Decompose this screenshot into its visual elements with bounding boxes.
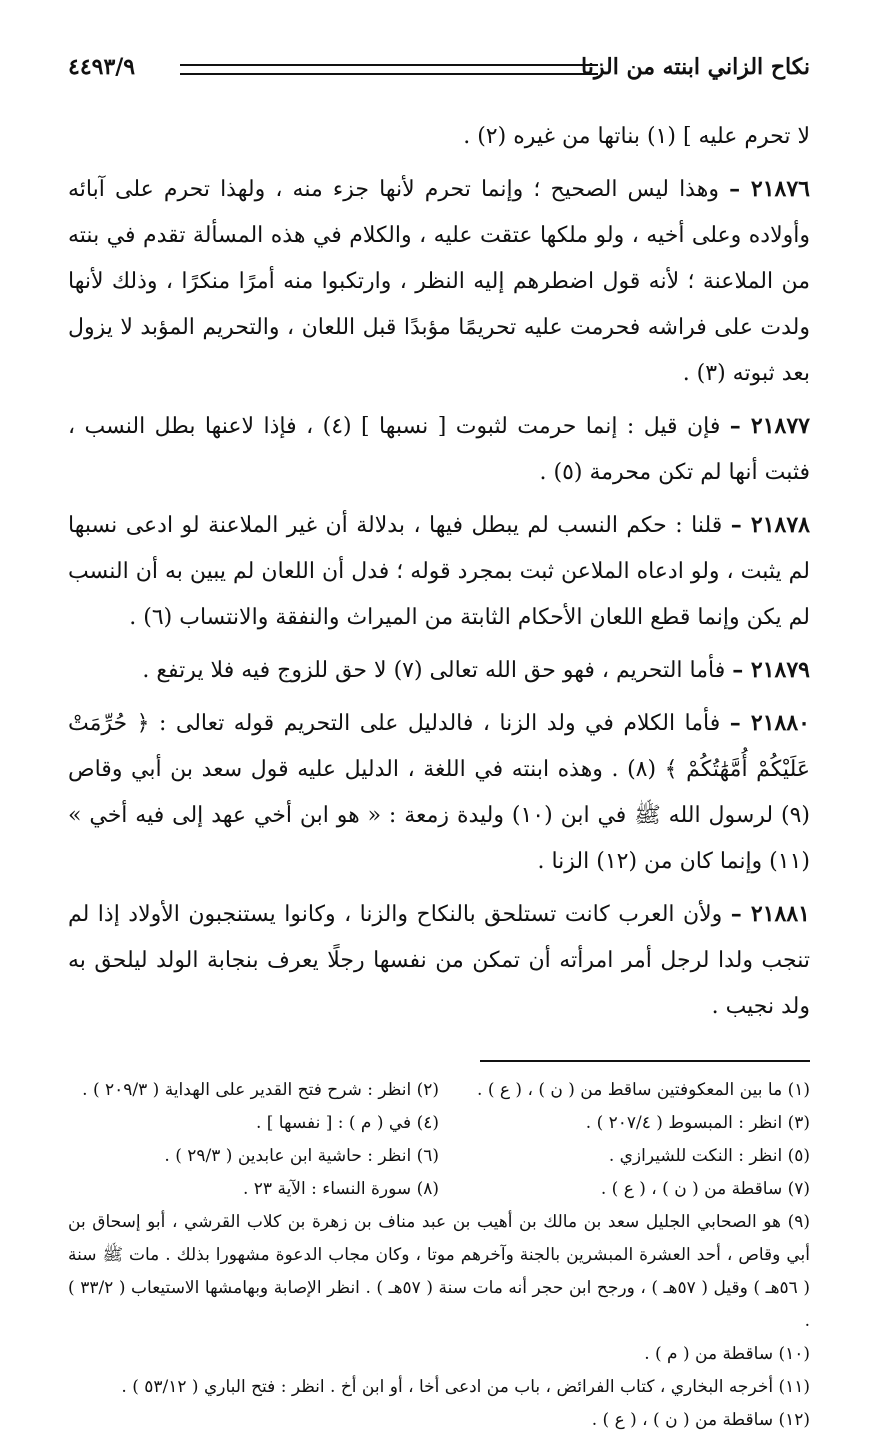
footnote-7: (٧) ساقطة من ( ن ) ، ( ع ) . xyxy=(600,1179,810,1199)
paragraph-text: لا تحرم عليه ] (١) بناتها من غيره (٢) . xyxy=(463,124,810,149)
paragraph-continuation xyxy=(68,114,810,160)
footnote-4: (٤) في ( م ) : [ نفسها ] . xyxy=(255,1113,439,1133)
paragraph-number: ٢١٨٧٦ – xyxy=(729,176,810,202)
footnote-row xyxy=(68,1140,810,1173)
page-header xyxy=(68,52,810,88)
footnote-9: (٩) هو الصحابي الجليل سعد بن مالك بن أهيب بن عبد مناف بن زهرة بن كلاب القرشي ، أبو إسحاق بن أبي وقاص ، أحد العشرة المبشرين بالجنة وآخرهم موتا ، وكان مجاب الدعوة مشهورا بذلك . مات ﷺ سنة ( ٥٦هـ ) وقيل ( ٥٧هـ ) ، ورجح ابن حجر أنه مات سنة ( ٥٧هـ ) . انظر الإصابة وبهامشها الاستيعاب ( ٣٣/٢ ) . xyxy=(68,1212,810,1331)
footnote-3: (٣) انظر : المبسوط ( ٢٠٧/٤ ) . xyxy=(585,1113,810,1133)
paragraph-21881 xyxy=(68,891,810,1030)
page-number: ٤٤٩٣/٩ xyxy=(68,54,136,80)
running-title: نكاح الزاني ابنته من الزنا xyxy=(581,54,810,80)
footnote-12: (١٢) ساقطة من ( ن ) ، ( ع ) . xyxy=(591,1410,810,1430)
book-page xyxy=(68,52,810,1437)
footnote-10: (١٠) ساقطة من ( م ) . xyxy=(644,1344,810,1364)
paragraph-number: ٢١٨٨٠ – xyxy=(729,710,810,736)
footnote-row xyxy=(68,1173,810,1206)
paragraph-text: فإن قيل : إنما حرمت لثبوت [ نسبها ] (٤) ، فإذا لاعنها بطل النسب ، فثبت أنها لم تكن محرمة (٥) . xyxy=(68,414,810,485)
main-text xyxy=(68,114,810,1030)
paragraph-21878 xyxy=(68,502,810,641)
footnote-2: (٢) انظر : شرح فتح القدير على الهداية ( ٢٠٩/٣ ) . xyxy=(82,1080,439,1100)
header-double-rule xyxy=(180,64,598,75)
footnote-1: (١) ما بين المعكوفتين ساقط من ( ن ) ، ( ع ) . xyxy=(477,1080,810,1100)
footnote-row xyxy=(68,1107,810,1140)
paragraph-text: فأما التحريم ، فهو حق الله تعالى (٧) لا حق للزوج فيه فلا يرتفع . xyxy=(142,658,726,683)
footnote-5: (٥) انظر : النكت للشيرازي . xyxy=(608,1146,810,1166)
paragraph-text: ولأن العرب كانت تستلحق بالنكاح والزنا ، وكانوا يستنجبون الأولاد إذا لم تنجب ولدا لرجل أمر امرأته أن تمكن من نفسها رجلًا يعرف بنجابة الولد ليلحق به ولد نجيب . xyxy=(68,902,810,1019)
paragraph-text: وهذا ليس الصحيح ؛ وإنما تحرم لأنها جزء منه ، ولهذا تحرم على آبائه وأولاده وعلى أخيه ، ولو ملكها عتقت عليه ، والكلام في هذه المسألة تقدم في بنته من الملاعنة ؛ لأنه قول اضطرهم إليه النظر ، وارتكبوا منه أمرًا منكرًا ، وذلك لأنها ولدت على فراشه فحرمت عليه تحريمًا مؤبدًا قبل اللعان ، والتحريم المؤبد لا يزول بعد ثبوته (٣) . xyxy=(68,177,810,386)
paragraph-21879 xyxy=(68,647,810,694)
paragraph-21876 xyxy=(68,166,810,397)
paragraph-number: ٢١٨٧٧ – xyxy=(729,413,810,439)
footnote-separator xyxy=(480,1060,810,1062)
paragraph-21880 xyxy=(68,700,810,885)
footnote-6: (٦) انظر : حاشية ابن عابدين ( ٢٩/٣ ) . xyxy=(164,1146,439,1166)
paragraph-number: ٢١٨٧٨ – xyxy=(730,512,810,538)
footnotes xyxy=(68,1074,810,1437)
paragraph-number: ٢١٨٧٩ – xyxy=(732,657,810,683)
paragraph-number: ٢١٨٨١ – xyxy=(730,901,810,927)
footnote-row xyxy=(68,1074,810,1107)
footnote-8: (٨) سورة النساء : الآية ٢٣ . xyxy=(242,1179,439,1199)
paragraph-text: فأما الكلام في ولد الزنا ، فالدليل على التحريم قوله تعالى : ﴿ حُرِّمَتْ عَلَيْكُمْ أُمَّهَٰتُكُمْ ﴾ (٨) . وهذه ابنته في اللغة ، الدليل عليه قول سعد بن أبي وقاص (٩) لرسول الله ﷺ في ابن (١٠) وليدة زمعة : « هو ابن أخي عهد إلى فيه أخي » (١١) وإنما كان من (١٢) الزنا . xyxy=(68,711,810,874)
paragraph-text: قلنا : حكم النسب لم يبطل فيها ، بدلالة أن غير الملاعنة لو ادعى نسبها لم يثبت ، ولو ادعاه الملاعن ثبت بمجرد قوله ؛ فدل أن اللعان لم يبين به أن النسب لم يكن وإنما قطع اللعان الأحكام الثابتة من الميراث والنفقة والانتساب (٦) . xyxy=(68,513,810,630)
paragraph-21877 xyxy=(68,403,810,496)
footnote-11: (١١) أخرجه البخاري ، كتاب الفرائض ، باب من ادعى أخا ، أو ابن أخ . انظر : فتح الباري ( ٥٣/١٢ ) . xyxy=(121,1377,810,1397)
